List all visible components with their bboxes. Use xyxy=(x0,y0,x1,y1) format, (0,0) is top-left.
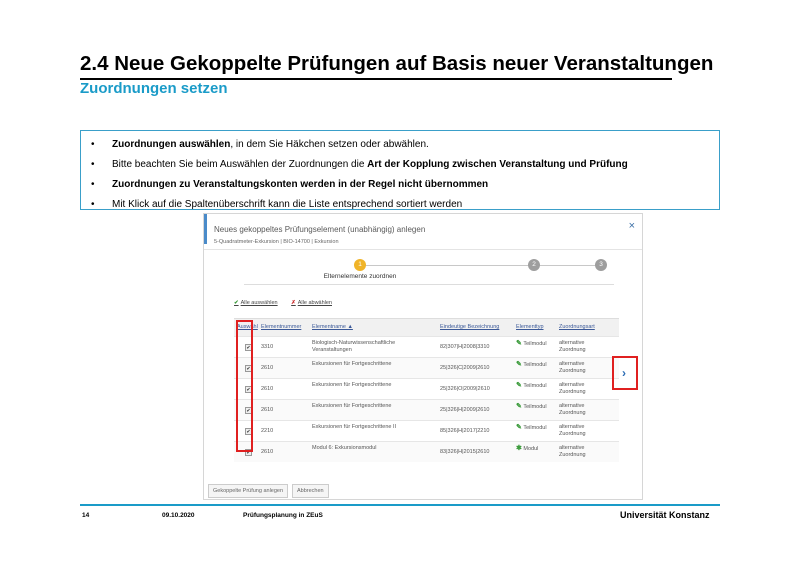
bullet-item xyxy=(89,195,719,215)
checkmark-icon: ✔ xyxy=(234,300,239,306)
next-button[interactable] xyxy=(612,356,638,390)
deselect-all-link[interactable] xyxy=(291,300,332,306)
row-checkbox[interactable]: ✔ xyxy=(246,387,251,393)
highlight-checkbox-column xyxy=(236,320,253,452)
cell-name: Biologisch-Naturwissenschaftliche Veranstaltungen xyxy=(312,340,396,353)
cell-number: 2610 xyxy=(261,407,274,413)
slide-title: 2.4 Neue Gekoppelte Prüfungen auf Basis neuer Veranstaltungen xyxy=(80,52,714,75)
row-checkbox[interactable]: ✔ xyxy=(246,450,251,456)
cell-assignment: alternative Zuordnung xyxy=(559,445,586,458)
cell-type-label: Teilmodul xyxy=(523,341,547,347)
cell-type xyxy=(516,424,547,432)
cell-type-label: Teilmodul xyxy=(523,362,547,368)
cell-type xyxy=(516,361,547,369)
column-header-auswahl[interactable]: Auswahl xyxy=(237,324,258,330)
cell-type xyxy=(516,445,538,453)
cell-name: Exkursionen für Fortgeschrittene xyxy=(312,382,392,388)
cell-number: 2610 xyxy=(261,449,274,455)
cell-name: Exkursionen für Fortgeschrittene II xyxy=(312,424,397,430)
bullet-text: Bitte beachten Sie beim Auswählen der Zuordnungen die xyxy=(112,159,368,170)
cell-identifier: 25|326|H|2009|2610 xyxy=(440,407,490,413)
row-checkbox[interactable]: ✔ xyxy=(246,366,251,372)
cell-identifier: 85|326|H|2017|2210 xyxy=(440,428,490,434)
cell-type-label: Teilmodul xyxy=(523,425,547,431)
bullet-dot: • xyxy=(91,159,95,170)
select-all-label: Alle auswählen xyxy=(240,300,278,306)
cell-identifier: 25|326|O|2009|2610 xyxy=(440,386,490,392)
cell-identifier: 25|326|C|2009|2610 xyxy=(440,365,490,371)
cell-assignment: alternative Zuordnung xyxy=(559,382,586,395)
column-header-zuordnungsart[interactable]: Zuordnungsart xyxy=(559,324,595,330)
column-header-elementnummer[interactable]: Elementnummer xyxy=(261,324,302,330)
chevron-right-icon: › xyxy=(622,366,626,380)
step-1[interactable]: 1 xyxy=(354,259,366,271)
stepper-line xyxy=(360,265,600,266)
cell-type-label: Teilmodul xyxy=(523,404,547,410)
bullet-dot: • xyxy=(91,179,95,190)
dialog-screenshot xyxy=(203,213,643,500)
cell-type-label: Modul xyxy=(523,446,539,452)
table-header xyxy=(234,318,619,336)
leaf-icon: ✎ xyxy=(516,361,522,368)
cell-assignment: alternative Zuordnung xyxy=(559,361,586,374)
step-3[interactable]: 3 xyxy=(595,259,607,271)
row-checkbox[interactable]: ✔ xyxy=(246,429,251,435)
cell-identifier: 82|307|H|2008|3310 xyxy=(440,344,490,350)
cell-name: Modul 6: Exkursionsmodul xyxy=(312,445,377,451)
cell-number: 2610 xyxy=(261,386,274,392)
row-checkbox[interactable]: ✔ xyxy=(246,345,251,351)
bullet-dot: • xyxy=(91,199,95,210)
row-checkbox[interactable]: ✔ xyxy=(246,408,251,414)
dialog-accent-bar xyxy=(204,214,207,244)
dialog-divider xyxy=(204,249,642,250)
footer-rule xyxy=(80,504,720,506)
step-underline xyxy=(244,284,614,285)
leaf-icon: ✎ xyxy=(516,382,522,389)
cell-type xyxy=(516,382,547,390)
cell-type-label: Teilmodul xyxy=(523,383,547,389)
table-row xyxy=(234,420,619,441)
bullet-item xyxy=(89,155,719,175)
cell-identifier: 83|326|H|2015|2610 xyxy=(440,449,490,455)
bullet-box xyxy=(80,130,720,210)
bullet-dot: • xyxy=(91,139,95,150)
footer-university: Universität Konstanz xyxy=(620,510,710,520)
leaf-icon: ✎ xyxy=(516,340,522,347)
leaf-icon: ✎ xyxy=(516,403,522,410)
column-header-elementtyp[interactable]: Elementtyp xyxy=(516,324,544,330)
leaf-icon: ✎ xyxy=(516,424,522,431)
cross-icon: ✗ xyxy=(291,300,296,306)
step-2[interactable]: 2 xyxy=(528,259,540,271)
bullet-bold: Zuordnungen auswählen xyxy=(112,139,231,150)
cell-assignment: alternative Zuordnung xyxy=(559,403,586,416)
selection-links xyxy=(234,300,344,306)
select-all-link[interactable] xyxy=(234,300,278,306)
cell-number: 3310 xyxy=(261,344,274,350)
table-row xyxy=(234,378,619,399)
step-label: Elternelemente zuordnen xyxy=(323,273,397,280)
create-exam-button[interactable]: Gekoppelte Prüfung anlegen xyxy=(208,484,288,498)
bullet-bold: Art der Kopplung zwischen Veranstaltung und Prüfung xyxy=(367,159,628,170)
cell-number: 2210 xyxy=(261,428,274,434)
footer-topic: Prüfungsplanung in ZEuS xyxy=(243,512,323,519)
bullet-bold: Zuordnungen zu Veranstaltungskonten werden in der Regel nicht übernommen xyxy=(112,179,489,190)
table-row xyxy=(234,357,619,378)
cell-assignment: alternative Zuordnung xyxy=(559,340,586,353)
table-row xyxy=(234,336,619,357)
cancel-button[interactable]: Abbrechen xyxy=(292,484,329,498)
table-row xyxy=(234,399,619,420)
dialog-subtitle: 5-Quadratmeter-Exkursion | BIO-14700 | Exkursion xyxy=(214,239,339,245)
column-header-bezeichnung[interactable]: Eindeutige Bezeichnung xyxy=(440,324,500,330)
bullet-text: Mit Klick auf die Spaltenüberschrift kann die Liste entsprechend sortiert werden xyxy=(112,199,463,210)
bullet-item xyxy=(89,175,719,195)
slide-subtitle: Zuordnungen setzen xyxy=(80,80,228,97)
footer-page-number: 14 xyxy=(82,512,90,519)
close-icon[interactable]: × xyxy=(628,220,635,232)
deselect-all-label: Alle abwählen xyxy=(297,300,332,306)
dialog-title: Neues gekoppeltes Prüfungselement (unabhängig) anlegen xyxy=(214,225,426,234)
bullet-text: , in dem Sie Häkchen setzen oder abwählen. xyxy=(230,139,429,150)
cell-name: Exkursionen für Fortgeschrittene xyxy=(312,361,392,367)
cell-number: 2610 xyxy=(261,365,274,371)
cell-type xyxy=(516,340,547,348)
puzzle-icon: ✱ xyxy=(516,445,522,452)
cell-type xyxy=(516,403,547,411)
bullet-item xyxy=(89,135,719,155)
column-header-elementname[interactable]: Elementname ▲ xyxy=(312,324,353,330)
table-row xyxy=(234,441,619,462)
cell-name: Exkursionen für Fortgeschrittene xyxy=(312,403,392,409)
footer-date: 09.10.2020 xyxy=(162,512,195,519)
cell-assignment: alternative Zuordnung xyxy=(559,424,586,437)
